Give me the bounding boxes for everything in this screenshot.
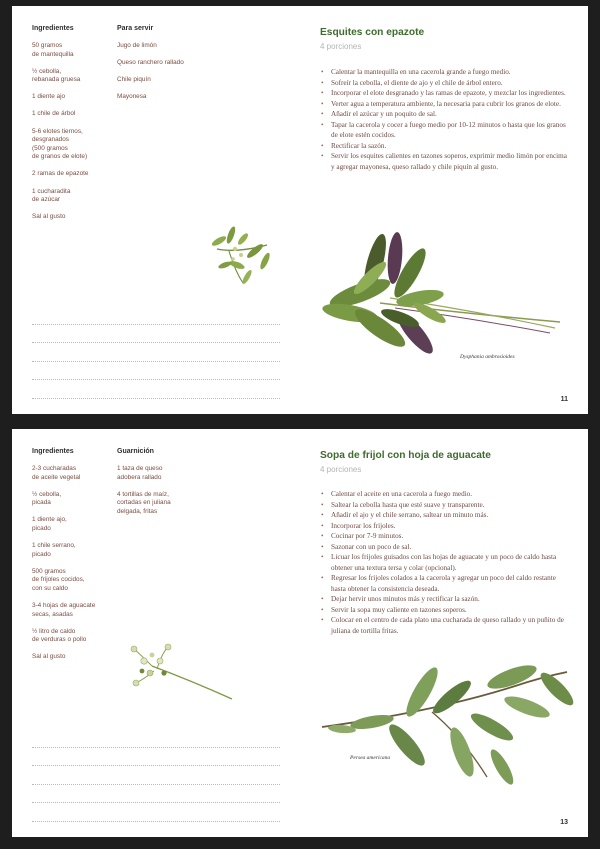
step-item: • Cocinar por 7-9 minutos. — [319, 531, 571, 542]
ingredient-item: 1 diente ajo — [32, 93, 66, 101]
portions-label: 4 porciones — [320, 465, 362, 474]
note-line — [32, 380, 280, 399]
note-line — [32, 306, 280, 325]
serve-item: Mayonesa — [117, 93, 147, 101]
ingredient-item: 2 ramas de epazote — [32, 170, 89, 178]
note-line — [32, 748, 280, 767]
plant-caption: Dysphania ambrosioides — [460, 354, 515, 360]
step-item: • Saltear la cebolla hasta que esté suave y transparente. — [319, 500, 571, 511]
ingredients-column — [32, 447, 110, 671]
step-item: • Incorporar los frijoles. — [319, 521, 571, 532]
step-item: • Añadir el ajo y el chile serrano, saltear un minuto más. — [319, 510, 571, 521]
garnish-column — [117, 447, 195, 525]
notes-lines — [32, 306, 280, 399]
note-line — [32, 766, 280, 785]
step-item: • Colocar en el centro de cada plato una cucharada de queso rallado y un puñito de juliana de tortilla fritas. — [319, 615, 571, 636]
step-item: • Servir los esquites calientes en tazones soperos, exprimir medio limón por encima y agregar mayonesa, queso rallado y chile piquín al gusto. — [319, 151, 571, 172]
step-item: • Verter agua a temperatura ambiente, la necesaria para cubrir los granos de elote. — [319, 99, 571, 110]
page-number: 13 — [560, 819, 568, 826]
step-item: • Rectificar la sazón. — [319, 141, 571, 152]
ingredient-item: 1 chile serrano, picado — [32, 542, 76, 558]
plant-caption: Persea americana — [350, 755, 391, 761]
step-item: • Tapar la cacerola y cocer a fuego medio por 10-12 minutos o hasta que los granos de elote estén cocidos. — [319, 120, 571, 141]
note-line — [32, 729, 280, 748]
recipe-spread-sopa-frijol — [12, 429, 588, 837]
ingredient-item: 50 gramos de mantequilla — [32, 42, 74, 58]
step-item: • Calentar el aceite en una cacerola a fuego medio. — [319, 489, 571, 500]
serve-item: Chile piquín — [117, 76, 151, 84]
epazote-sprig-illustration — [207, 221, 277, 291]
garnish-item: 1 taza de queso adobera rallado — [117, 465, 163, 481]
ingredient-item: 1 cucharadita de azúcar — [32, 187, 71, 204]
note-line — [32, 362, 280, 381]
notes-lines — [32, 729, 280, 822]
step-item: • Regresar los frijoles colados a la cacerola y agregar un poco del caldo restante hasta obtener la consistencia deseada. — [319, 573, 571, 594]
recipe-title: Esquites con epazote — [320, 27, 425, 38]
garnish-heading: Guarnición — [117, 448, 154, 455]
recipe-title: Sopa de frijol con hoja de aguacate — [320, 450, 491, 461]
step-item: • Calentar la mantequilla en una cacerola grande a fuego medio. — [319, 67, 571, 78]
ingredient-item: Sal al gusto — [32, 213, 66, 221]
note-line — [32, 343, 280, 362]
step-item: • Licuar los frijoles guisados con las hojas de aguacate y un poco de caldo hasta obtener una textura tersa y colar (opcional). — [319, 552, 571, 573]
step-item: • Incorporar el elote desgranado y las ramas de epazote, y mezclar los ingredientes. — [319, 88, 571, 99]
serve-column — [117, 24, 195, 110]
garnish-item: 4 tortillas de maíz, cortadas en juliana delgada, fritas — [117, 490, 171, 515]
ingredient-item: ½ litro de caldo de verduras o pollo — [32, 627, 87, 644]
step-item: • Servir la sopa muy caliente en tazones soperos. — [319, 605, 571, 616]
serve-item: Jugo de limón — [117, 42, 157, 49]
avocado-flower-illustration — [122, 641, 237, 701]
ingredients-column — [32, 24, 110, 230]
step-item: • Añadir el azúcar y un poquito de sal. — [319, 109, 571, 120]
ingredients-heading: Ingredientes — [32, 25, 74, 32]
steps-list — [319, 67, 571, 172]
epazote-plant-illustration — [320, 218, 565, 368]
ingredients-heading: Ingredientes — [32, 448, 74, 455]
ingredient-item: 2-3 cucharadas de aceite vegetal — [32, 465, 81, 481]
page-number: 11 — [560, 396, 568, 403]
ingredient-item: Sal al gusto — [32, 653, 66, 661]
step-item: • Dejar hervir unos minutos más y rectificar la sazón. — [319, 594, 571, 605]
ingredient-item: 5-6 elotes tiernos, desgranados (500 gramos de granos de elote) — [32, 127, 88, 161]
serve-item: Queso ranchero rallado — [117, 59, 184, 67]
portions-label: 4 porciones — [320, 42, 362, 51]
ingredient-item: ½ cebolla, rebanada gruesa — [32, 67, 81, 84]
avocado-branch-illustration — [312, 667, 582, 792]
ingredient-item: ½ cebolla, picada — [32, 490, 62, 507]
serve-heading: Para servir — [117, 25, 154, 32]
note-line — [32, 803, 280, 822]
ingredient-item: 3-4 hojas de aguacate secas, asadas — [32, 602, 96, 618]
note-line — [32, 785, 280, 804]
step-item: • Sazonar con un poco de sal. — [319, 542, 571, 553]
ingredient-item: 500 gramos de frijoles cocidos, con su caldo — [32, 567, 85, 592]
ingredient-item: 1 diente ajo, picado — [32, 516, 67, 532]
step-item: • Sofreír la cebolla, el diente de ajo y el chile de árbol entero. — [319, 78, 571, 89]
steps-list — [319, 489, 571, 636]
ingredient-item: 1 chile de árbol — [32, 110, 76, 118]
recipe-spread-esquites — [12, 6, 588, 414]
note-line — [32, 325, 280, 344]
